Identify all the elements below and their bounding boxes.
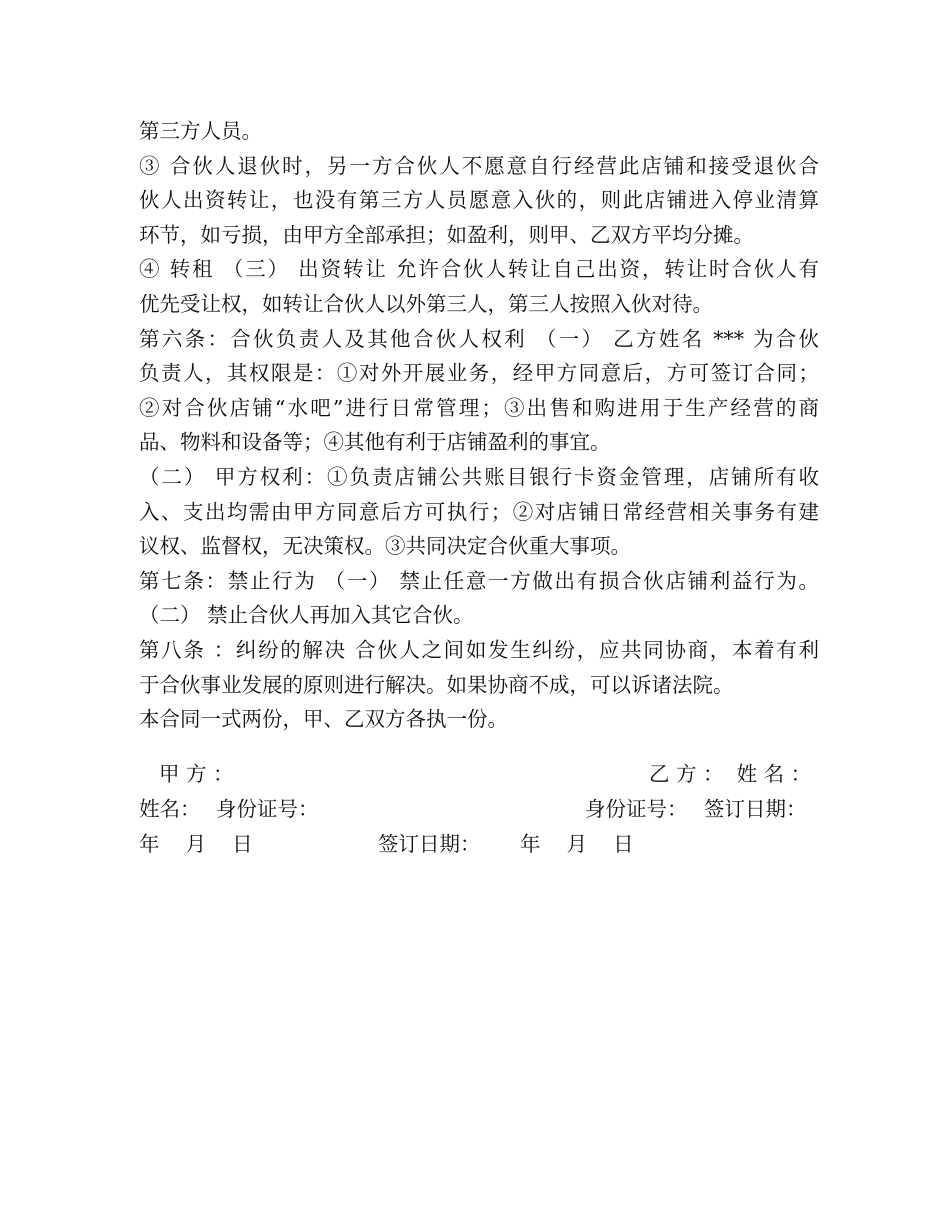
- paragraph-line: （二） 禁止合伙人再加入其它合伙。: [139, 603, 474, 628]
- paragraph-line: 入、支出均需由甲方同意后方可执行；②对店铺日常经营相关事务有建: [139, 499, 819, 524]
- paragraph-line: 议权、监督权，无决策权。③共同决定合伙重大事项。: [139, 534, 631, 559]
- party-a-name-label: 姓名：: [139, 797, 201, 821]
- paragraph-line: ④ 转租 （三） 出资转让 允许合伙人转让自己出资，转让时合伙人有: [139, 257, 819, 282]
- party-b-label: 乙 方 ： 姓 名 ：: [649, 762, 812, 786]
- party-a-label: 甲 方 ：: [159, 762, 234, 786]
- paragraph-line: ②对合伙店铺“水吧”进行日常管理；③出售和购进用于生产经营的商: [139, 395, 819, 420]
- party-a-date-value: 年 月 日: [139, 832, 253, 856]
- paragraph-line: 伙人出资转让，也没有第三方人员愿意入伙的，则此店铺进入停业清算: [139, 188, 819, 213]
- party-b-id-label: 身份证号：: [585, 797, 688, 821]
- paragraph-line: 环节，如亏损，由甲方全部承担；如盈利，则甲、乙双方平均分摊。: [139, 222, 754, 247]
- party-a-date-label: 签订日期：: [378, 832, 481, 856]
- paragraph-line: 优先受让权，如转让合伙人以外第三人，第三人按照入伙对待。: [139, 291, 713, 316]
- paragraph-line: 品、物料和设备等；④其他有利于店铺盈利的事宜。: [139, 430, 611, 455]
- paragraph-line: 于合伙事业发展的原则进行解决。如果协商不成，可以诉诸法院。: [139, 672, 734, 697]
- paragraph-line: 第七条：禁止行为 （一） 禁止任意一方做出有损合伙店铺利益行为。: [139, 568, 819, 593]
- paragraph-line: 第八条 ：纠纷的解决 合伙人之间如发生纠纷，应共同协商，本着有利: [139, 637, 819, 662]
- paragraph-line: ③ 合伙人退伙时，另一方合伙人不愿意自行经营此店铺和接受退伙合: [139, 153, 819, 178]
- paragraph-line: 第三方人员。: [139, 119, 262, 143]
- party-a-id-label: 身份证号：: [216, 797, 319, 821]
- signature-row-ids: [139, 792, 819, 827]
- party-b-date-value: 年 月 日: [520, 832, 634, 856]
- signature-row-parties: [139, 757, 819, 792]
- contract-body: [139, 114, 819, 737]
- paragraph-line: 第六条：合伙负责人及其他合伙人权利 （一） 乙方姓名 *** 为合伙: [139, 326, 819, 351]
- signature-row-dates: [139, 827, 819, 862]
- paragraph-line: 本合同一式两份，甲、乙双方各执一份。: [139, 707, 508, 732]
- paragraph-line: 负责人，其权限是：①对外开展业务，经甲方同意后，方可签订合同；: [139, 361, 819, 386]
- paragraph-line: （二） 甲方权利：①负责店铺公共账目银行卡资金管理，店铺所有收: [139, 464, 819, 489]
- party-b-date-label: 签订日期：: [704, 797, 807, 821]
